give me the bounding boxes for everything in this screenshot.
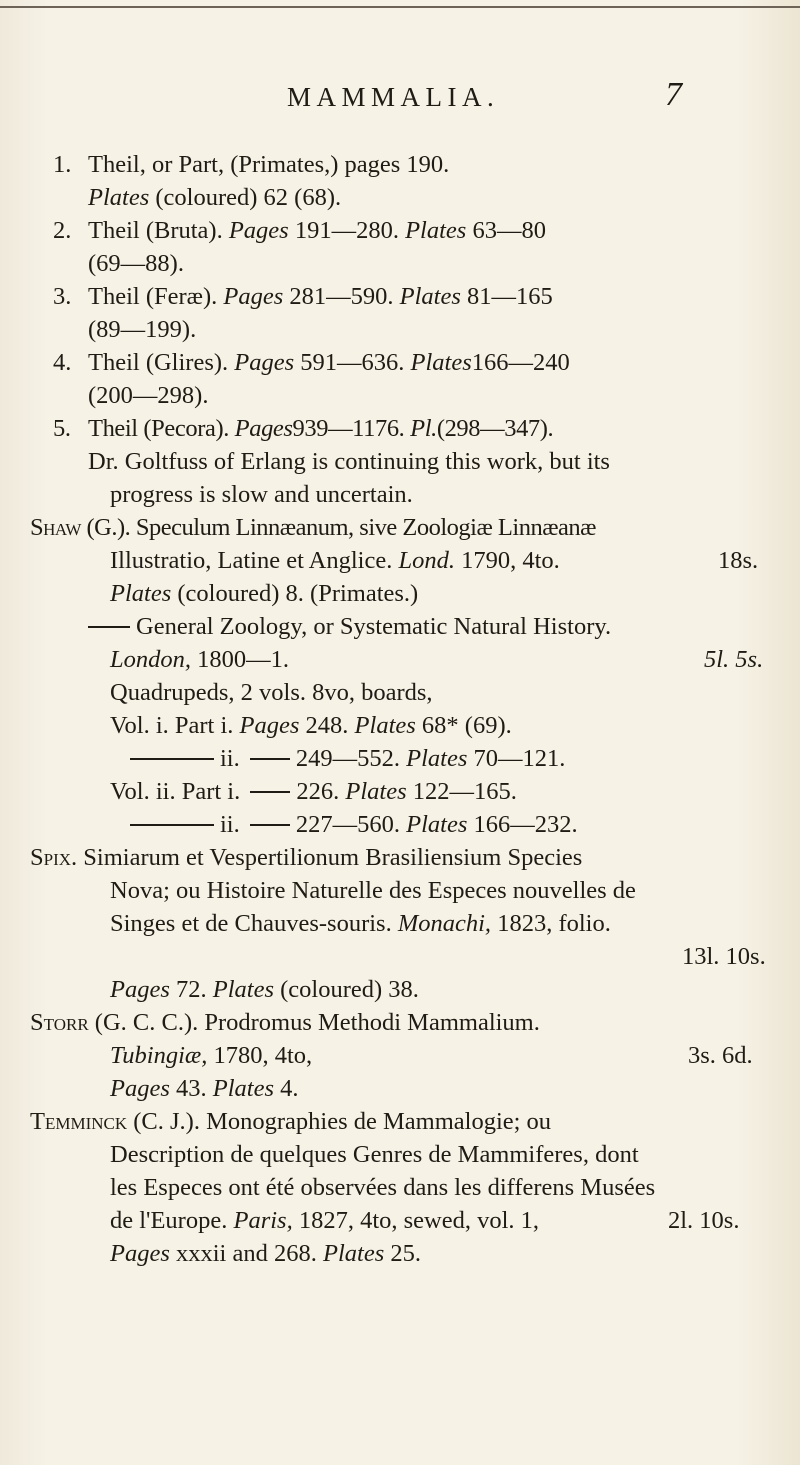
price: 18s.: [718, 547, 759, 574]
price: 13l. 10s.: [682, 943, 766, 970]
entry-line: de l'Europe. Paris, 1827, 4to, sewed, vol. 1,: [110, 1207, 540, 1234]
entry-line: (200—298).: [88, 382, 209, 409]
page-header: [0, 76, 800, 120]
entry-line: Shaw (G.). Speculum Linnæanum, sive Zoologiæ Linnæanæ: [30, 514, 597, 541]
entry-line: 3. Theil (Feræ). Pages 281—590. Plates 81—165: [53, 283, 553, 310]
entry-line: Nova; ou Histoire Naturelle des Especes nouvelles de: [110, 877, 636, 904]
entry-line: Temminck (C. J.). Monographies de Mammalogie; ou: [30, 1108, 552, 1135]
entry-line: progress is slow and uncertain.: [110, 481, 413, 508]
running-title: MAMMALIA.: [287, 82, 500, 112]
entry-line: 2. Theil (Bruta). Pages 191—280. Plates 63—80: [53, 217, 546, 244]
entry-line: 4. Theil (Glires). Pages 591—636. Plates166—240: [53, 349, 570, 376]
item-number: 4.: [53, 349, 72, 376]
author-name: Temminck: [30, 1108, 128, 1135]
entry-line: London, 1800—1.: [110, 646, 290, 673]
entry-line: les Especes ont été observées dans les differens Musées: [110, 1174, 656, 1201]
entry-line: General Zoology, or Systematic Natural History.: [88, 612, 611, 642]
entry-line: ii. 249—552. Plates 70—121.: [130, 744, 565, 774]
ditto-dash: [130, 824, 214, 826]
entry-line: (89—199).: [88, 316, 197, 343]
item-number: 1.: [53, 151, 72, 178]
entry-line: Illustratio, Latine et Anglice. Lond. 1790, 4to.: [110, 547, 560, 574]
entry-line: Plates (coloured) 62 (68).: [88, 184, 342, 211]
entry-line: Pages 72. Plates (coloured) 38.: [110, 976, 419, 1003]
price: 3s. 6d.: [688, 1042, 753, 1069]
ditto-dash: [250, 824, 290, 826]
author-name: Storr: [30, 1009, 89, 1036]
ditto-dash: [250, 791, 290, 793]
item-number: 3.: [53, 283, 72, 310]
entry-line: Plates (coloured) 8. (Primates.): [110, 580, 419, 607]
entry-line: (69—88).: [88, 250, 184, 277]
item-number: 2.: [53, 217, 72, 244]
entry-line: Singes et de Chauves-souris. Monachi, 1823, folio.: [110, 910, 611, 937]
entry-line: Tubingiæ, 1780, 4to,: [110, 1042, 313, 1069]
entry-line: Spix. Simiarum et Vespertilionum Brasiliensium Species: [30, 844, 583, 871]
entry-line: Storr (G. C. C.). Prodromus Methodi Mammalium.: [30, 1009, 540, 1036]
entry-line: Description de quelques Genres de Mammiferes, dont: [110, 1141, 639, 1168]
page-number: 7: [665, 76, 682, 113]
price: 5l. 5s.: [704, 646, 764, 673]
entry-line: Pages xxxii and 268. Plates 25.: [110, 1240, 421, 1267]
entry-line: Vol. i. Part i. Pages 248. Plates 68* (69).: [110, 712, 512, 739]
entry-line: ii. 227—560. Plates 166—232.: [130, 810, 578, 840]
entry-line: 1. Theil, or Part, (Primates,) pages 190.: [53, 151, 450, 178]
entry-line: Pages 43. Plates 4.: [110, 1075, 299, 1102]
top-edge-rule: [0, 6, 800, 8]
entry-line: 5. Theil (Pecora). Pages939—1176. Pl.(298—347).: [53, 415, 554, 442]
entry-line: Quadrupeds, 2 vols. 8vo, boards,: [110, 679, 433, 706]
author-name: Shaw: [30, 514, 81, 541]
price: 2l. 10s.: [668, 1207, 740, 1234]
item-number: 5.: [53, 415, 71, 442]
author-name: Spix: [30, 844, 72, 871]
entry-line: Dr. Goltfuss of Erlang is continuing this work, but its: [88, 448, 610, 475]
ditto-dash: [130, 758, 214, 760]
ditto-dash: [88, 626, 130, 628]
entry-line: Vol. ii. Part i. 226. Plates 122—165.: [110, 778, 517, 805]
ditto-dash: [250, 758, 290, 760]
